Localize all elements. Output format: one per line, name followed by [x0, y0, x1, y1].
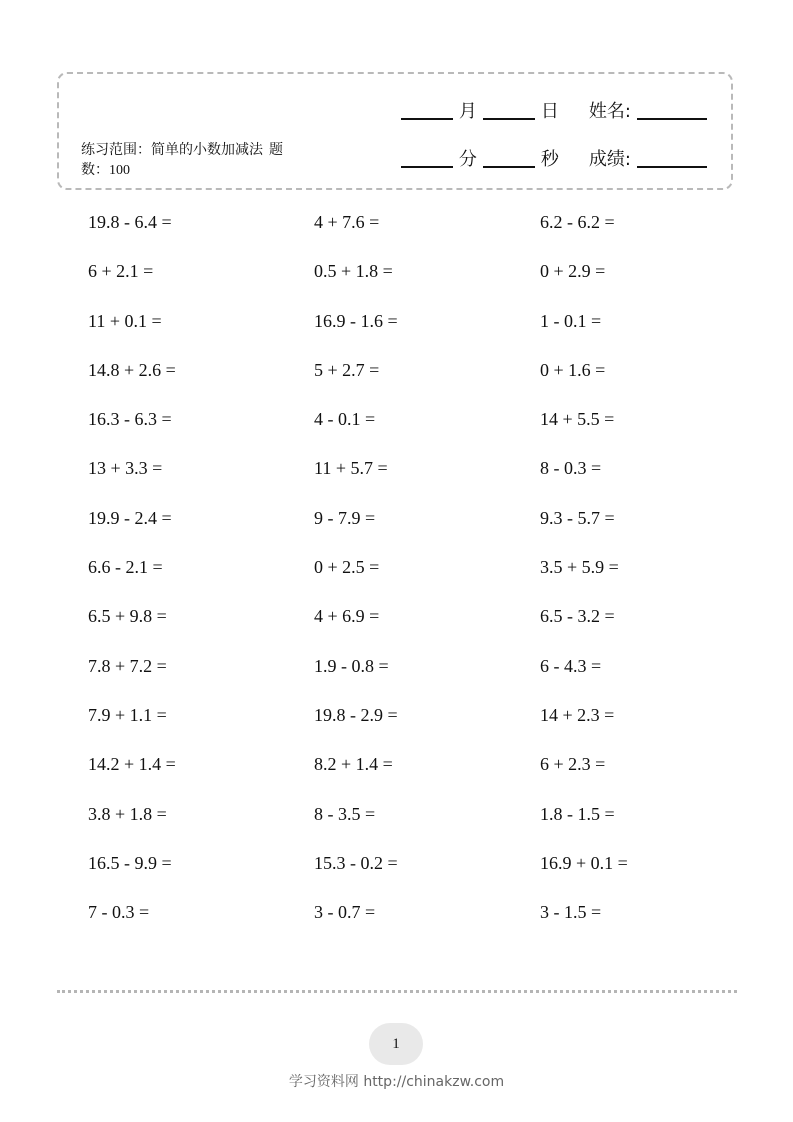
math-problem: 6.6 - 2.1 = [88, 557, 163, 578]
math-problem: 14 + 2.3 = [540, 704, 615, 725]
score-label: 成绩: [588, 149, 631, 170]
math-problem: 1.9 - 0.8 = [314, 655, 389, 676]
day-blank[interactable] [483, 117, 535, 120]
math-problem: 9.3 - 5.7 = [540, 507, 615, 528]
second-blank[interactable] [483, 165, 535, 168]
math-problem: 19.9 - 2.4 = [88, 507, 172, 528]
date-name-row [401, 96, 707, 126]
name-blank[interactable] [637, 117, 707, 120]
day-label: 日 [540, 101, 559, 122]
second-label: 秒 [540, 149, 559, 170]
math-problem: 7.8 + 7.2 = [88, 655, 167, 676]
math-problem: 3.5 + 5.9 = [540, 557, 619, 578]
score-blank[interactable] [637, 165, 707, 168]
time-score-row [401, 144, 707, 174]
footer-text: 学习资料网 http://chinakzw.com [288, 1074, 505, 1090]
math-problem: 3 - 0.7 = [314, 902, 376, 923]
math-problem: 6 - 4.3 = [540, 655, 602, 676]
math-problem: 3.8 + 1.8 = [88, 803, 167, 824]
math-problem: 4 + 6.9 = [314, 606, 380, 627]
math-problem: 16.9 - 1.6 = [314, 310, 398, 331]
dotted-divider [57, 990, 737, 993]
math-problem: 3 - 1.5 = [540, 902, 602, 923]
count-label: 题数： [81, 142, 283, 178]
math-problem: 11 + 0.1 = [88, 310, 162, 331]
page-number: 1 [392, 1035, 400, 1052]
math-problem: 16.9 + 0.1 = [540, 852, 628, 873]
math-problem: 6.2 - 6.2 = [540, 212, 615, 232]
math-problem: 6.5 - 3.2 = [540, 606, 615, 627]
math-problem: 0 + 2.5 = [314, 557, 380, 578]
math-problem: 14.8 + 2.6 = [88, 359, 176, 380]
math-problem: 11 + 5.7 = [314, 458, 388, 479]
math-problem: 0 + 2.9 = [540, 261, 606, 282]
scope-label: 练习范围：简单的小数加减法 [81, 142, 263, 158]
minute-blank[interactable] [401, 165, 453, 168]
math-problem: 0.5 + 1.8 = [314, 261, 393, 282]
problem-grid [88, 208, 740, 947]
math-problem: 19.8 - 6.4 = [88, 212, 172, 232]
math-problem: 4 + 7.6 = [314, 212, 380, 232]
math-problem: 1 - 0.1 = [540, 310, 602, 331]
month-blank[interactable] [401, 117, 453, 120]
math-problem: 6.5 + 9.8 = [88, 606, 167, 627]
math-problem: 8.2 + 1.4 = [314, 754, 393, 775]
math-problem: 7 - 0.3 = [88, 902, 150, 923]
worksheet-header [57, 72, 733, 190]
month-label: 月 [458, 101, 477, 122]
math-problem: 1.8 - 1.5 = [540, 803, 615, 824]
math-problem: 4 - 0.1 = [314, 409, 376, 430]
math-problem: 13 + 3.3 = [88, 458, 163, 479]
math-problem: 9 - 7.9 = [314, 507, 376, 528]
math-problem: 15.3 - 0.2 = [314, 852, 398, 873]
practice-scope [81, 140, 291, 181]
math-problem: 16.3 - 6.3 = [88, 409, 172, 430]
math-problem: 8 - 3.5 = [314, 803, 376, 824]
math-problem: 14 + 5.5 = [540, 409, 615, 430]
math-problem: 7.9 + 1.1 = [88, 704, 167, 725]
math-problem: 16.5 - 9.9 = [88, 852, 172, 873]
math-problem: 8 - 0.3 = [540, 458, 602, 479]
math-problem: 6 + 2.1 = [88, 261, 154, 282]
count-value: 100 [109, 163, 130, 178]
name-label: 姓名: [588, 101, 631, 122]
minute-label: 分 [458, 149, 477, 170]
math-problem: 6 + 2.3 = [540, 754, 606, 775]
math-problem: 14.2 + 1.4 = [88, 754, 176, 775]
math-problem: 0 + 1.6 = [540, 359, 606, 380]
page-number-badge [369, 1023, 423, 1065]
math-problem: 19.8 - 2.9 = [314, 704, 398, 725]
math-problem: 5 + 2.7 = [314, 359, 380, 380]
